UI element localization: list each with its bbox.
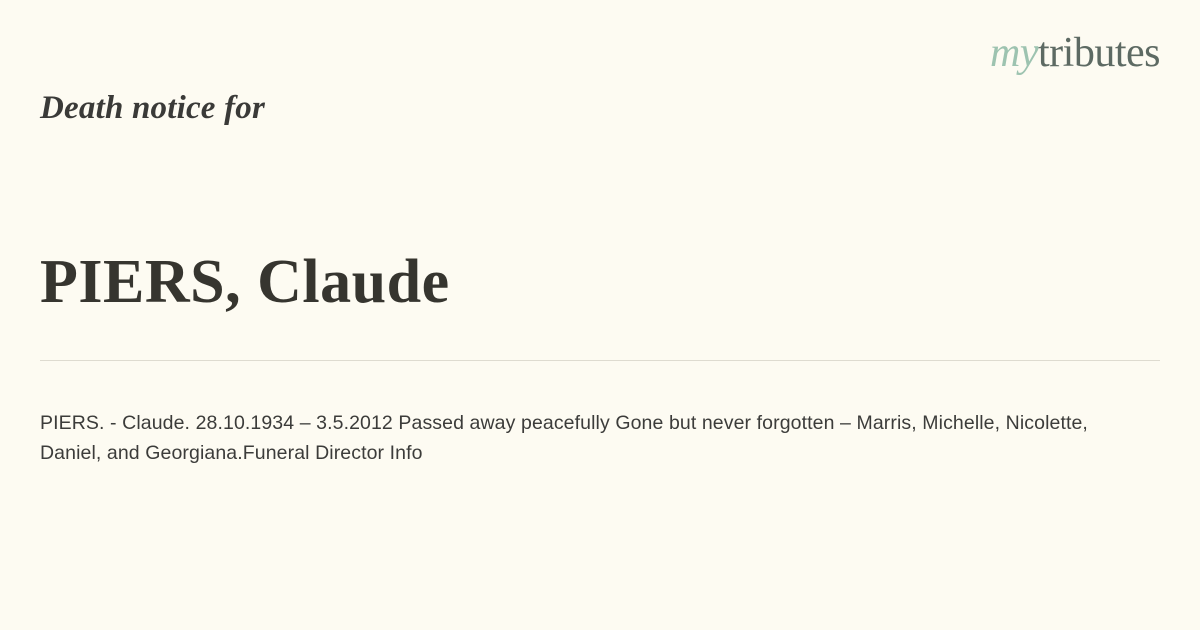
logo-prefix: my <box>990 30 1039 76</box>
page-title: PIERS, Claude <box>40 247 450 316</box>
notice-body: PIERS. - Claude. 28.10.1934 – 3.5.2012 Passed away peacefully Gone but never forgotten – Marris, Michelle, Nicolette, Daniel, and Georgiana.Funeral Director Info <box>40 411 1088 464</box>
notice-eyebrow: Death notice for <box>40 90 266 126</box>
logo-suffix: tributes <box>1038 30 1160 76</box>
divider <box>40 360 1160 361</box>
mytributes-logo <box>990 32 1160 74</box>
